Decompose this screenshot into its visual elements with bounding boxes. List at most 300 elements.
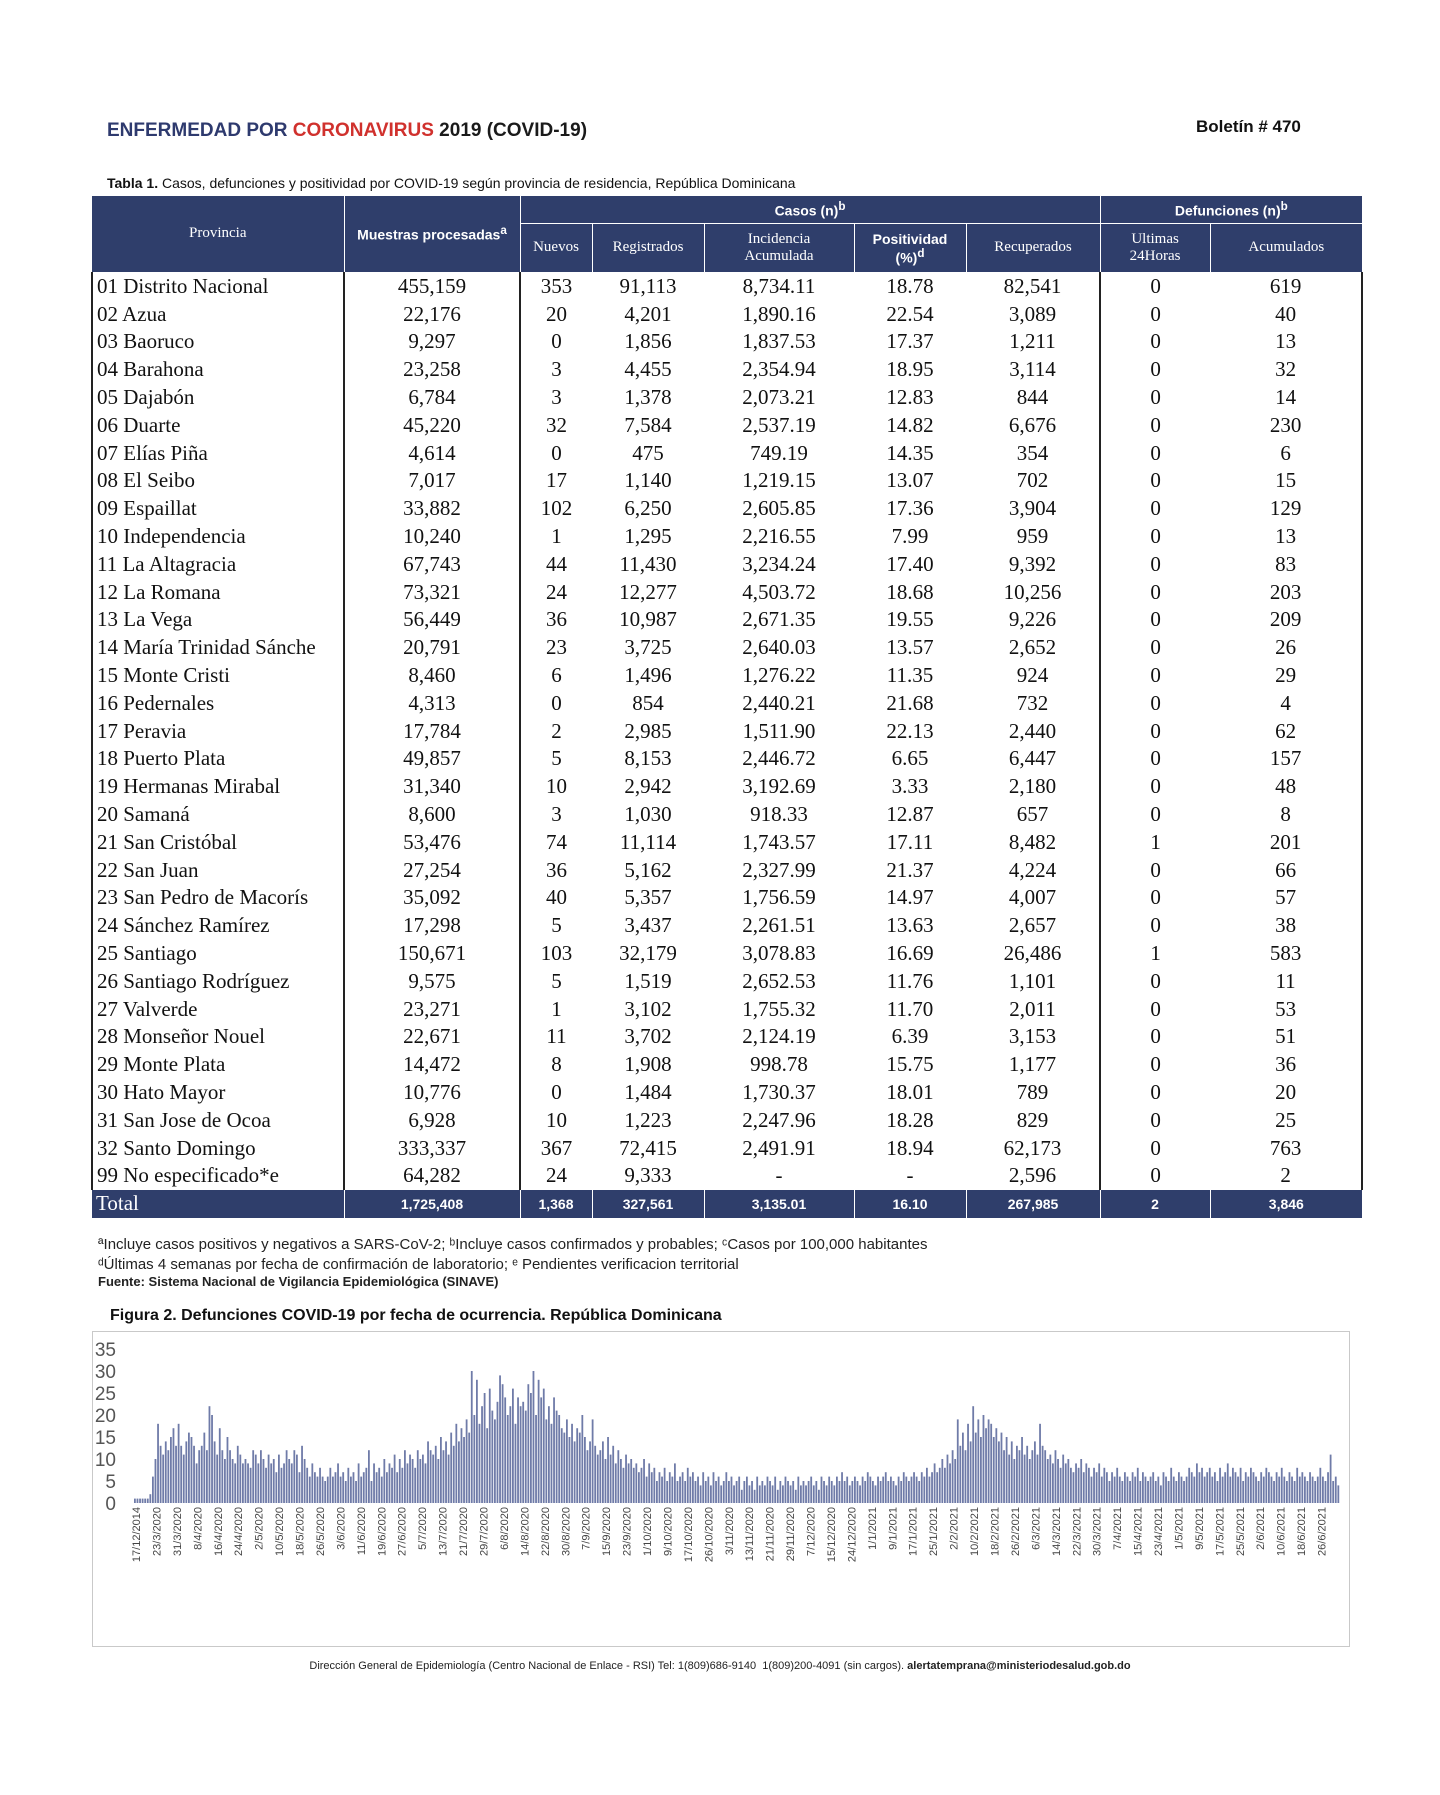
- chart-bar: [970, 1441, 972, 1503]
- x-tick-label: 16/4/2020: [212, 1507, 225, 1556]
- chart-bar: [1008, 1455, 1010, 1503]
- chart-bar: [425, 1463, 427, 1503]
- x-tick-label: 7/9/2020: [580, 1507, 593, 1550]
- chart-bar: [1322, 1477, 1324, 1503]
- chart-bar: [545, 1419, 547, 1503]
- table-cell: 6,447: [966, 745, 1100, 773]
- chart-bar: [1042, 1446, 1044, 1503]
- table-cell: 353: [540, 273, 573, 298]
- chart-bar: [1047, 1459, 1049, 1503]
- table-cell: 0: [1150, 913, 1161, 938]
- chart-bar: [859, 1485, 861, 1503]
- chart-bar: [327, 1477, 329, 1503]
- table-cell: 0: [1150, 1135, 1161, 1160]
- table-cell: 6,250: [624, 496, 672, 521]
- table-cell: 21.37: [886, 857, 934, 882]
- chart-bar: [404, 1450, 406, 1503]
- x-tick-label: 23/4/2021: [1153, 1507, 1165, 1556]
- table-cell: 1,496: [624, 663, 672, 688]
- chart-bar: [1196, 1463, 1198, 1503]
- table-cell: 23,258: [344, 356, 520, 384]
- table-cell: 17.40: [886, 551, 934, 576]
- x-tick-label: 3/11/2020: [723, 1507, 736, 1556]
- chart-bar: [242, 1463, 244, 1503]
- table-cell: 0: [1150, 635, 1161, 660]
- chart-bar: [579, 1433, 581, 1503]
- chart-bar: [862, 1477, 864, 1503]
- chart-bar: [1132, 1472, 1134, 1503]
- chart-bar: [1065, 1463, 1067, 1503]
- table-cell: 49,857: [344, 745, 520, 773]
- chart-bar: [221, 1450, 223, 1503]
- province-name-cell: 22 San Juan: [92, 856, 344, 884]
- chart-bar: [422, 1455, 424, 1503]
- chart-bar: [476, 1380, 478, 1503]
- province-name-cell: 01 Distrito Nacional: [92, 272, 344, 300]
- chart-bar: [592, 1419, 594, 1503]
- table-cell: 2,446.72: [742, 746, 816, 771]
- table-cell: 4,007: [966, 884, 1100, 912]
- chart-bar: [923, 1477, 925, 1503]
- chart-bar: [250, 1468, 252, 1503]
- chart-bar: [885, 1472, 887, 1503]
- table-cell: 10,256: [966, 578, 1100, 606]
- chart-bar: [972, 1406, 974, 1503]
- chart-bar: [1091, 1477, 1093, 1503]
- table-cell: 0: [1150, 1107, 1161, 1132]
- chart-bar: [1034, 1441, 1036, 1503]
- table-cell: 8,460: [344, 662, 520, 690]
- table-cell: 91,113: [619, 273, 677, 298]
- chart-bar: [265, 1468, 267, 1503]
- total-cell: 267,985: [966, 1190, 1100, 1218]
- table-cell: 24: [546, 579, 567, 604]
- table-cell: 0: [1150, 579, 1161, 604]
- chart-bar: [1273, 1481, 1275, 1503]
- chart-bar: [1083, 1472, 1085, 1503]
- table-cell: 844: [966, 384, 1100, 412]
- chart-bar: [666, 1481, 668, 1503]
- title-part-3: 2019 (COVID-19): [433, 120, 588, 141]
- province-name-cell: 20 Samaná: [92, 801, 344, 829]
- table-cell: 5: [551, 746, 562, 771]
- header-muestras-sup: a: [500, 224, 507, 238]
- table-cell: 15: [1275, 468, 1297, 493]
- chart-bar: [368, 1450, 370, 1503]
- table-cell: 1,755.32: [742, 996, 816, 1021]
- title-part-2: CORONAVIRUS: [292, 120, 434, 141]
- table-cell: 150,671: [344, 940, 520, 968]
- table-cell: 64,282: [344, 1162, 520, 1190]
- chart-bar: [872, 1481, 874, 1503]
- chart-bar: [1201, 1468, 1203, 1503]
- total-cell: 2: [1100, 1190, 1210, 1218]
- chart-bar: [628, 1463, 630, 1503]
- chart-bar: [1332, 1481, 1334, 1503]
- table-cell: 11: [1275, 968, 1296, 993]
- chart-bar: [1199, 1472, 1201, 1503]
- y-tick-label: 5: [105, 1472, 116, 1493]
- chart-bar: [1204, 1477, 1206, 1503]
- table-row: [92, 828, 1362, 856]
- chart-bar: [373, 1463, 375, 1503]
- chart-bar: [239, 1455, 241, 1503]
- table-cell: -: [775, 1163, 783, 1188]
- table-cell: 829: [966, 1106, 1100, 1134]
- province-name-cell: 11 La Altagracia: [92, 550, 344, 578]
- chart-bar: [746, 1477, 748, 1503]
- x-tick-label: 1/10/2020: [642, 1507, 654, 1556]
- chart-bar: [836, 1477, 838, 1503]
- table-cell: 0: [1150, 774, 1161, 799]
- chart-bar: [700, 1485, 702, 1503]
- chart-bar: [800, 1485, 802, 1503]
- table-cell: 16.69: [886, 941, 934, 966]
- table-row: [92, 689, 1362, 717]
- note-source: Fuente: Sistema Nacional de Vigilancia Epidemiológica (SINAVE): [98, 1274, 499, 1289]
- chart-bar: [322, 1477, 324, 1503]
- chart-bar: [515, 1424, 517, 1503]
- chart-bar: [1170, 1468, 1172, 1503]
- chart-bar: [216, 1455, 218, 1503]
- total-cell: 3,846: [1210, 1190, 1362, 1218]
- table-cell: 9,575: [344, 967, 520, 995]
- table-cell: 17.11: [886, 829, 934, 854]
- chart-bar: [965, 1450, 967, 1503]
- table-cell: 0: [1150, 996, 1161, 1021]
- chart-bar: [170, 1437, 172, 1503]
- y-tick-label: 25: [94, 1384, 116, 1405]
- chart-bar: [525, 1411, 527, 1503]
- chart-bar: [1301, 1472, 1303, 1503]
- chart-bar: [985, 1428, 987, 1503]
- province-name-cell: 10 Independencia: [92, 523, 344, 551]
- chart-bar: [810, 1477, 812, 1503]
- chart-bar: [962, 1433, 964, 1503]
- chart-bar: [247, 1463, 249, 1503]
- table-cell: 3,192.69: [742, 774, 816, 799]
- chart-bar: [479, 1424, 481, 1503]
- chart-bar: [597, 1455, 599, 1503]
- province-name-cell: 31 San Jose de Ocoa: [92, 1106, 344, 1134]
- chart-bar: [1276, 1472, 1278, 1503]
- province-name-cell: 18 Puerto Plata: [92, 745, 344, 773]
- chart-bar: [288, 1459, 290, 1503]
- chart-bar: [381, 1477, 383, 1503]
- figure-caption: Figura 2. Defunciones COVID-19 por fecha de ocurrencia. República Dominicana: [110, 1307, 722, 1324]
- table-row: [92, 634, 1362, 662]
- table-cell: 12.83: [886, 385, 934, 410]
- table-cell: 15.75: [886, 1052, 934, 1077]
- chart-bar: [414, 1468, 416, 1503]
- chart-bar: [324, 1481, 326, 1503]
- chart-bar: [954, 1459, 956, 1503]
- table-cell: 1,837.53: [742, 329, 816, 354]
- chart-bar: [839, 1481, 841, 1503]
- chart-bar: [1093, 1468, 1095, 1503]
- chart-bar: [563, 1433, 565, 1503]
- x-tick-label: 26/5/2020: [315, 1507, 327, 1556]
- table-cell: 157: [1269, 746, 1302, 771]
- chart-bar: [558, 1415, 560, 1503]
- province-name-cell: 30 Hato Mayor: [92, 1079, 344, 1107]
- chart-bar: [301, 1446, 303, 1503]
- chart-bar: [257, 1463, 259, 1503]
- chart-bar: [687, 1468, 689, 1503]
- table-cell: 53: [1275, 996, 1297, 1021]
- chart-bar: [1026, 1446, 1028, 1503]
- table-cell: 2: [551, 718, 562, 743]
- chart-bar: [466, 1419, 468, 1503]
- x-tick-label: 10/2/2021: [969, 1507, 982, 1556]
- x-tick-label: 2/2/2021: [948, 1507, 961, 1550]
- chart-bar: [1098, 1463, 1100, 1503]
- chart-bar: [1263, 1477, 1265, 1503]
- table-cell: 45,220: [344, 411, 520, 439]
- chart-bar: [1211, 1477, 1213, 1503]
- header-incidencia: [704, 224, 854, 273]
- chart-bar: [234, 1463, 236, 1503]
- chart-bar: [1258, 1481, 1260, 1503]
- table-cell: 4,455: [624, 357, 672, 382]
- table-cell: 20: [546, 301, 567, 326]
- chart-bar: [206, 1450, 208, 1503]
- chart-bar: [995, 1428, 997, 1503]
- table-cell: 6: [551, 663, 562, 688]
- chart-bar: [270, 1463, 272, 1503]
- province-name-cell: 06 Duarte: [92, 411, 344, 439]
- chart-bar: [1217, 1481, 1219, 1503]
- chart-bar: [877, 1477, 879, 1503]
- chart-bar: [224, 1459, 226, 1503]
- chart-bar: [345, 1481, 347, 1503]
- table-cell: 1,519: [624, 968, 672, 993]
- table-cell: 2: [1280, 1163, 1291, 1188]
- table-row: [92, 550, 1362, 578]
- chart-bar: [471, 1371, 473, 1503]
- table-cell: 27,254: [344, 856, 520, 884]
- table-row: [92, 1106, 1362, 1134]
- chart-bar: [1160, 1485, 1162, 1503]
- table-cell: 13.63: [886, 913, 934, 938]
- chart-bar: [1011, 1441, 1013, 1503]
- chart-bar: [1240, 1468, 1242, 1503]
- chart-bar: [790, 1485, 792, 1503]
- table-cell: 230: [1269, 412, 1302, 437]
- chart-bar: [725, 1472, 727, 1503]
- table-cell: 2,440: [966, 717, 1100, 745]
- chart-bar: [697, 1477, 699, 1503]
- chart-bar: [756, 1477, 758, 1503]
- table-cell: 924: [966, 662, 1100, 690]
- province-name-cell: 15 Monte Cristi: [92, 662, 344, 690]
- table-cell: 83: [1275, 551, 1297, 576]
- header-incidencia-line1: Incidencia: [747, 230, 811, 247]
- chart-bar: [1106, 1472, 1108, 1503]
- chart-bar: [497, 1402, 499, 1503]
- header-muestras-label: Muestras procesadas: [357, 227, 501, 244]
- chart-bar: [419, 1459, 421, 1503]
- chart-bar: [453, 1446, 455, 1503]
- chart-bar: [1247, 1477, 1249, 1503]
- chart-bar: [826, 1485, 828, 1503]
- table-cell: 57: [1275, 885, 1297, 910]
- x-tick-label: 21/11/2020: [764, 1507, 777, 1562]
- chart-bar: [293, 1450, 295, 1503]
- table-row: [92, 717, 1362, 745]
- table-cell: 2,180: [966, 773, 1100, 801]
- table-cell: 3: [551, 357, 562, 382]
- table-cell: 17,784: [344, 717, 520, 745]
- chart-bar: [450, 1433, 452, 1503]
- table-row: [92, 773, 1362, 801]
- chart-bar: [252, 1450, 254, 1503]
- table-row: [92, 662, 1362, 690]
- chart-bar: [1049, 1455, 1051, 1503]
- x-tick-label: 18/2/2021: [989, 1507, 1002, 1556]
- table-cell: 203: [1269, 579, 1302, 604]
- table-row: [92, 467, 1362, 495]
- table-cell: 0: [1150, 551, 1161, 576]
- table-row: [92, 912, 1362, 940]
- table-cell: 10: [546, 1107, 567, 1132]
- chart-bar: [1219, 1468, 1221, 1503]
- chart-bar: [808, 1481, 810, 1503]
- table-cell: 24: [546, 1163, 567, 1188]
- header-positividad-line1: Positividad: [872, 230, 948, 247]
- chart-bar: [677, 1481, 679, 1503]
- chart-bar: [1013, 1459, 1015, 1503]
- chart-bar: [1309, 1472, 1311, 1503]
- chart-bar: [728, 1481, 730, 1503]
- chart-bar: [1283, 1477, 1285, 1503]
- header-nuevos: Nuevos: [520, 224, 592, 273]
- chart-bar: [1175, 1481, 1177, 1503]
- chart-bar: [967, 1424, 969, 1503]
- chart-bar: [805, 1485, 807, 1503]
- table-cell: 73,321: [344, 578, 520, 606]
- chart-bar: [309, 1477, 311, 1503]
- chart-bar: [299, 1472, 301, 1503]
- bulletin-number: Boletín # 470: [1196, 117, 1301, 136]
- chart-bar: [1235, 1472, 1237, 1503]
- chart-bar: [569, 1437, 571, 1503]
- chart-bar: [1111, 1472, 1113, 1503]
- x-tick-label: 22/3/2021: [1071, 1507, 1084, 1556]
- chart-bar: [1224, 1472, 1226, 1503]
- table-cell: 3,114: [966, 356, 1100, 384]
- chart-bar: [533, 1371, 535, 1503]
- table-cell: 354: [966, 439, 1100, 467]
- x-tick-label: 18/6/2021: [1296, 1507, 1309, 1556]
- table-cell: 67,743: [344, 550, 520, 578]
- x-tick-label: 29/7/2020: [478, 1507, 491, 1556]
- table-cell: 2,640.03: [742, 635, 816, 660]
- province-name-cell: 27 Valverde: [92, 995, 344, 1023]
- chart-bar: [882, 1477, 884, 1503]
- table-cell: 7,584: [624, 412, 672, 437]
- chart-bar: [803, 1481, 805, 1503]
- chart-bar: [191, 1437, 193, 1503]
- table-cell: 2,596: [966, 1162, 1100, 1190]
- table-cell: 2,261.51: [742, 913, 816, 938]
- table-cell: 10,240: [344, 523, 520, 551]
- table-row: [92, 1162, 1362, 1190]
- chart-bar: [188, 1433, 190, 1503]
- table-cell: 13: [1275, 524, 1297, 549]
- table-cell: 5,162: [624, 857, 672, 882]
- province-name-cell: 99 No especificado*e: [92, 1162, 344, 1190]
- chart-bar: [1299, 1477, 1301, 1503]
- table-cell: 22,176: [344, 300, 520, 328]
- chart-bar: [232, 1459, 234, 1503]
- chart-bar: [1029, 1459, 1031, 1503]
- table-cell: 62,173: [966, 1134, 1100, 1162]
- chart-bar: [939, 1468, 941, 1503]
- province-name-cell: 12 La Romana: [92, 578, 344, 606]
- table-cell: 959: [966, 523, 1100, 551]
- chart-bar: [281, 1468, 283, 1503]
- chart-bar: [707, 1477, 709, 1503]
- table-row: [92, 1023, 1362, 1051]
- x-tick-label: 23/9/2020: [621, 1507, 634, 1556]
- chart-bar: [512, 1389, 514, 1503]
- chart-bar: [527, 1384, 529, 1503]
- x-tick-label: 29/11/2020: [785, 1507, 798, 1562]
- table-cell: 11: [546, 1024, 567, 1049]
- chart-bar: [291, 1463, 293, 1503]
- chart-bar: [155, 1459, 157, 1503]
- chart-bar: [229, 1450, 231, 1503]
- table-cell: 11.70: [886, 996, 934, 1021]
- chart-bar: [864, 1481, 866, 1503]
- x-tick-label: 23/3/2020: [151, 1507, 164, 1556]
- chart-bar: [484, 1393, 486, 1503]
- chart-bar: [353, 1472, 355, 1503]
- chart-bar: [561, 1428, 563, 1503]
- chart-bar: [571, 1424, 573, 1503]
- chart-bar: [669, 1472, 671, 1503]
- chart-bar: [718, 1477, 720, 1503]
- chart-bar: [1157, 1477, 1159, 1503]
- footer-email: alertatemprana@ministeriodesalud.gob.do: [907, 1660, 1131, 1672]
- chart-bar: [841, 1472, 843, 1503]
- chart-bar: [196, 1463, 198, 1503]
- chart-bar: [941, 1459, 943, 1503]
- table-cell: 2,440.21: [742, 690, 816, 715]
- chart-bar: [481, 1406, 483, 1503]
- x-tick-label: 17/1/2021: [907, 1507, 920, 1556]
- table-cell: 8,153: [624, 746, 672, 771]
- chart-bar: [823, 1481, 825, 1503]
- table-cell: 13.07: [886, 468, 934, 493]
- chart-bar: [1183, 1481, 1185, 1503]
- table-cell: 17.36: [886, 496, 934, 521]
- chart-bar: [437, 1459, 439, 1503]
- chart-bar: [1168, 1481, 1170, 1503]
- table-row: [92, 884, 1362, 912]
- title-part-1: ENFERMEDAD POR: [107, 120, 293, 141]
- x-tick-label: 6/8/2020: [498, 1507, 511, 1550]
- chart-bar: [1055, 1450, 1057, 1503]
- table-cell: 1: [1150, 829, 1161, 854]
- chart-bar: [461, 1428, 463, 1503]
- table-cell: 1,378: [624, 385, 672, 410]
- table-row: [92, 523, 1362, 551]
- chart-bar: [1289, 1472, 1291, 1503]
- table-cell: 1,211: [966, 328, 1100, 356]
- chart-bar: [576, 1428, 578, 1503]
